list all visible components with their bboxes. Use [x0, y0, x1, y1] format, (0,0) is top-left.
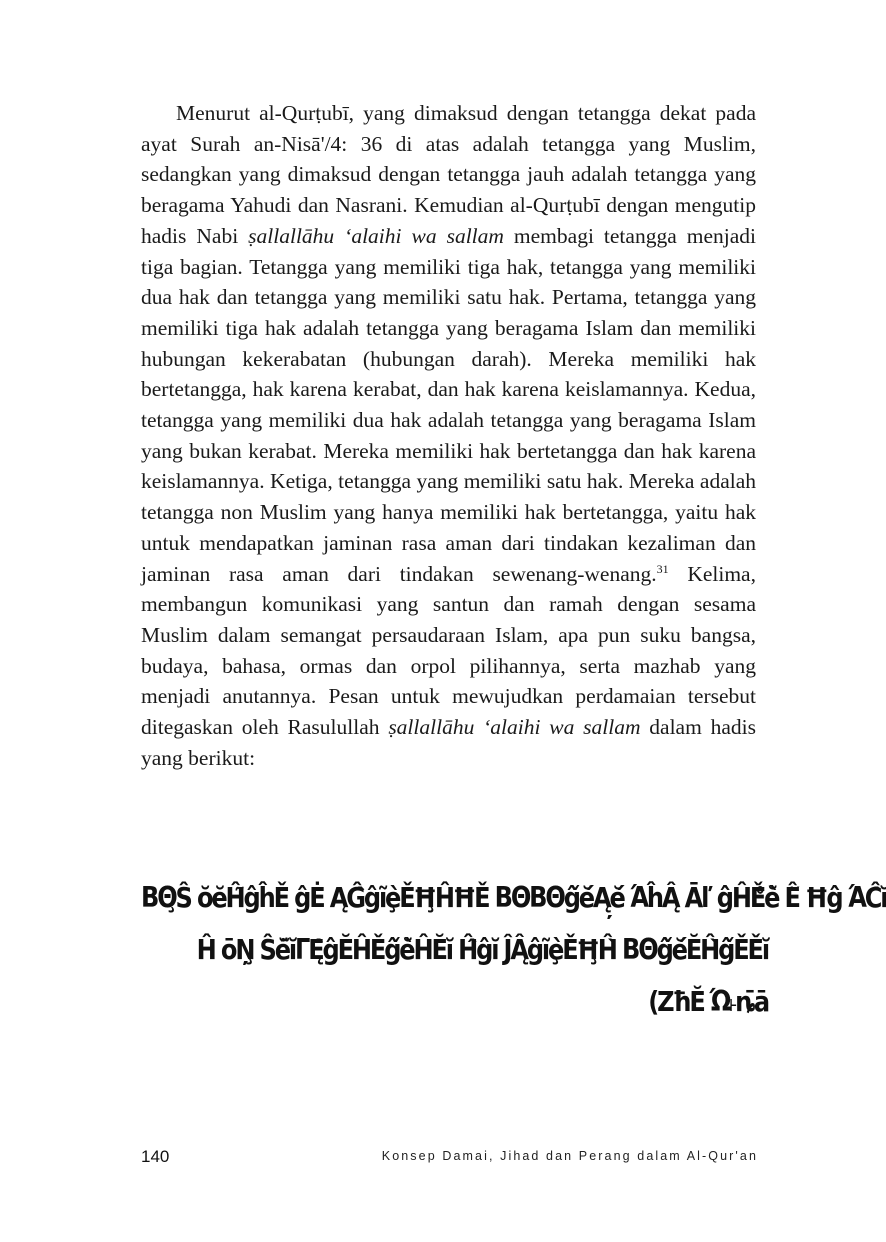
paragraph-text-part-2: membagi tetangga menjadi tiga bagian. Tetangga yang memiliki tiga hak, tetangga yang memiliki dua hak dan tetangga yang memiliki satu hak. Pertama, tetangga yang memiliki tiga hak adalah tetangga yang beragama Islam dan memiliki hubungan kekerabatan (hubungan darah). Mereka memiliki hak bertetangga, hak karena kerabat, dan hak karena keislamannya. Kedua, tetangga yang memiliki dua hak adalah tetangga yang beragama Islam yang bukan kerabat. Mereka memiliki hak bertetangga dan hak karena keislamannya. Ketiga, tetangga yang memiliki satu hak. Mereka adalah tetangga non Muslim yang hanya memiliki hak bertetangga, yaitu hak untuk mendapatkan jaminan rasa aman dari tindakan kezaliman dan jaminan rasa aman dari tindakan sewenang-wenang.: [141, 223, 756, 586]
paragraph-text-part-1: Menurut al-Qurṭubī, yang dimaksud dengan tetangga dekat pada ayat Surah an-Nisā'/4: 36 di atas adalah tetangga yang Muslim, sedangkan yang dimaksud dengan tetangga jauh adalah tetangga yang beragama Yahudi dan Nasrani. Kemudian al-Qurṭubī dengan mengutip hadis Nabi: [141, 101, 756, 248]
arabic-line-2: Ĥ ōŅ̧ Ŝĕ̃ĭΓĘ̂ĝĔĤĚĝ̌ĕ̀ĤĔĭ Ĥ̂ĝĭ ĴĄ̂ĝĩȩ̀ĚĦ̧Ĥ̀ ΒΘĝ̌ĕ́ĔĤ̀ĝ̌ĚĚĭ: [196, 933, 768, 966]
paragraph-text-part-3: Kelima, membangun komunikasi yang santun dan ramah dengan sesama Muslim dalam semangat persaudaraan Islam, apa pun suku bangsa, budaya, bahasa, ormas dan orpol pilihannya, serta mazhab yang menjadi anutannya. Pesan untuk mewujudkan perdamaian tersebut ditegaskan oleh Rasulullah: [141, 561, 756, 740]
body-paragraph: [141, 98, 756, 773]
arabic-line-3: (ZħĔ Ώ˫ȵ̄ā: [648, 985, 768, 1018]
page-footer: [141, 1147, 758, 1171]
paragraph-text-part-4: dalam hadis yang berikut:: [141, 715, 756, 770]
footnote-reference[interactable]: 31: [656, 561, 669, 576]
honorific-italic-1: ṣallallāhu ‘alaihi wa sallam: [248, 223, 504, 248]
running-title: Konsep Damai, Jihad dan Perang dalam Al-Qur'an: [381, 1149, 758, 1163]
arabic-line-1: ΒΘ̧Ŝ ŏĕĤ̃ĝĥĚ ĝĖ ĄĜ̂ĝĩȩ̀ĚĦ̧ĤĦĚ ΒΘΒΘĝ̌ĕ́Ą̦ĕ́ ΆĥĄ̂ Āľ ĝ̀ĤĚ̊ĕ̀ Ê̌ Ħĝ̀ ΆĈ̂ĭ: [141, 881, 886, 914]
honorific-italic-2: ṣallallāhu ‘alaihi wa sallam: [388, 715, 641, 740]
page-number: 140: [141, 1147, 170, 1166]
arabic-hadith-block: [141, 872, 886, 1028]
